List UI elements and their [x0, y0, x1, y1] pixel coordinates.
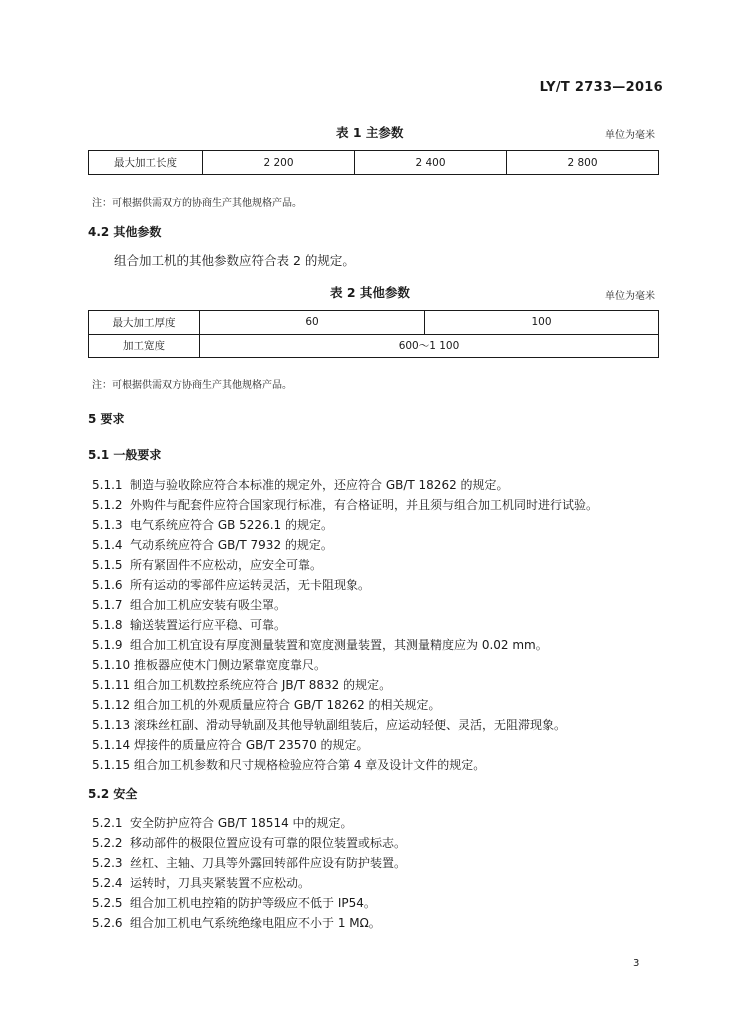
item-number: 5.1.2: [92, 498, 123, 512]
section-5-1-heading: 5.1 一般要求: [88, 448, 162, 462]
item-number: 5.1.12: [92, 698, 131, 712]
table1-main-params: [88, 150, 659, 175]
table-row: [89, 311, 659, 335]
section-4-2-heading: 4.2 其他参数: [88, 225, 162, 239]
item-number: 5.1.6: [92, 578, 123, 592]
table1-row-label: 最大加工长度: [89, 151, 203, 175]
item-text: 组合加工机的外观质量应符合 GB/T 18262 的相关规定。: [134, 698, 441, 712]
item-text: 气动系统应符合 GB/T 7932 的规定。: [130, 538, 333, 552]
list-item: [92, 676, 391, 693]
list-item: [92, 914, 381, 931]
table2-note: 注：可根据供需双方协商生产其他规格产品。: [92, 380, 292, 391]
item-text: 滚珠丝杠副、滑动导轨副及其他导轨副组装后，应运动轻便、灵活，无阻滞现象。: [134, 718, 567, 732]
list-item: [92, 894, 376, 911]
item-number: 5.1.11: [92, 678, 131, 692]
list-item: [92, 636, 548, 653]
list-item: [92, 814, 353, 831]
item-text: 组合加工机参数和尺寸规格检验应符合第 4 章及设计文件的规定。: [134, 758, 486, 772]
list-item: [92, 596, 286, 613]
item-text: 组合加工机数控系统应符合 JB/T 8832 的规定。: [134, 678, 392, 692]
item-number: 5.1.5: [92, 558, 123, 572]
item-number: 5.2.4: [92, 876, 123, 890]
item-number: 5.2.1: [92, 816, 123, 830]
item-text: 丝杠、主轴、刀具等外露回转部件应设有防护装置。: [130, 856, 407, 870]
item-text: 推板器应使木门侧边紧靠宽度靠尺。: [134, 658, 327, 672]
table2-other-params: [88, 310, 659, 358]
table2-caption: 表 2 其他参数: [330, 285, 410, 300]
item-number: 5.2.3: [92, 856, 123, 870]
table2-row1-cell-1: 60: [200, 311, 425, 335]
item-number: 5.2.5: [92, 896, 123, 910]
table-row: [89, 151, 659, 175]
list-item: [92, 476, 509, 493]
list-item: [92, 496, 598, 513]
item-number: 5.1.10: [92, 658, 131, 672]
list-item: [92, 756, 485, 773]
item-text: 组合加工机宜设有厚度测量装置和宽度测量装置，其测量精度应为 0.02 mm。: [130, 638, 548, 652]
item-number: 5.1.3: [92, 518, 123, 532]
item-number: 5.1.13: [92, 718, 131, 732]
list-item: [92, 516, 333, 533]
list-item: [92, 716, 566, 733]
table2-row1-label: 最大加工厚度: [89, 311, 200, 335]
item-number: 5.2.6: [92, 916, 123, 930]
section-5-heading: 5 要求: [88, 412, 125, 426]
item-text: 组合加工机电气系统绝缘电阻应不小于 1 MΩ。: [130, 916, 381, 930]
item-number: 5.1.15: [92, 758, 131, 772]
item-text: 所有运动的零部件应运转灵活，无卡阻现象。: [130, 578, 371, 592]
list-item: [92, 854, 406, 871]
table1-cell-3: 2 800: [507, 151, 659, 175]
item-text: 组合加工机应安装有吸尘罩。: [130, 598, 287, 612]
list-item: [92, 616, 286, 633]
item-text: 制造与验收除应符合本标准的规定外，还应符合 GB/T 18262 的规定。: [130, 478, 509, 492]
item-number: 5.2.2: [92, 836, 123, 850]
table2-row2-label: 加工宽度: [89, 334, 200, 358]
list-item: [92, 556, 322, 573]
table1-caption: 表 1 主参数: [336, 125, 404, 140]
table2-unit: 单位为毫米: [605, 291, 655, 302]
item-text: 运转时，刀具夹紧装置不应松动。: [130, 876, 311, 890]
table2-row1-cell-2: 100: [425, 311, 659, 335]
item-text: 所有紧固件不应松动，应安全可靠。: [130, 558, 323, 572]
item-number: 5.1.7: [92, 598, 123, 612]
list-item: [92, 874, 310, 891]
section-4-2-text: 组合加工机的其他参数应符合表 2 的规定。: [114, 253, 355, 268]
table1-cell-2: 2 400: [355, 151, 507, 175]
section-5-2-heading: 5.2 安全: [88, 787, 138, 801]
table-row: [89, 334, 659, 358]
list-item: [92, 536, 333, 553]
item-text: 移动部件的极限位置应设有可靠的限位装置或标志。: [130, 836, 407, 850]
item-text: 焊接件的质量应符合 GB/T 23570 的规定。: [134, 738, 369, 752]
table1-cell-1: 2 200: [203, 151, 355, 175]
list-item: [92, 736, 369, 753]
item-number: 5.1.14: [92, 738, 131, 752]
item-text: 组合加工机电控箱的防护等级应不低于 IP54。: [130, 896, 376, 910]
list-item: [92, 696, 441, 713]
item-text: 安全防护应符合 GB/T 18514 中的规定。: [130, 816, 353, 830]
item-number: 5.1.9: [92, 638, 123, 652]
list-item: [92, 656, 326, 673]
page-number: 3: [633, 958, 640, 969]
item-number: 5.1.8: [92, 618, 123, 632]
item-text: 电气系统应符合 GB 5226.1 的规定。: [130, 518, 333, 532]
table1-note: 注：可根据供需双方的协商生产其他规格产品。: [92, 198, 302, 209]
item-text: 外购件与配套件应符合国家现行标准，有合格证明，并且须与组合加工机同时进行试验。: [130, 498, 599, 512]
item-number: 5.1.1: [92, 478, 123, 492]
item-number: 5.1.4: [92, 538, 123, 552]
item-text: 输送装置运行应平稳、可靠。: [130, 618, 287, 632]
table2-row2-cell: 600～1 100: [200, 334, 659, 358]
list-item: [92, 576, 370, 593]
standard-code: LY/T 2733—2016: [539, 80, 663, 95]
table1-unit: 单位为毫米: [605, 130, 655, 141]
list-item: [92, 834, 406, 851]
